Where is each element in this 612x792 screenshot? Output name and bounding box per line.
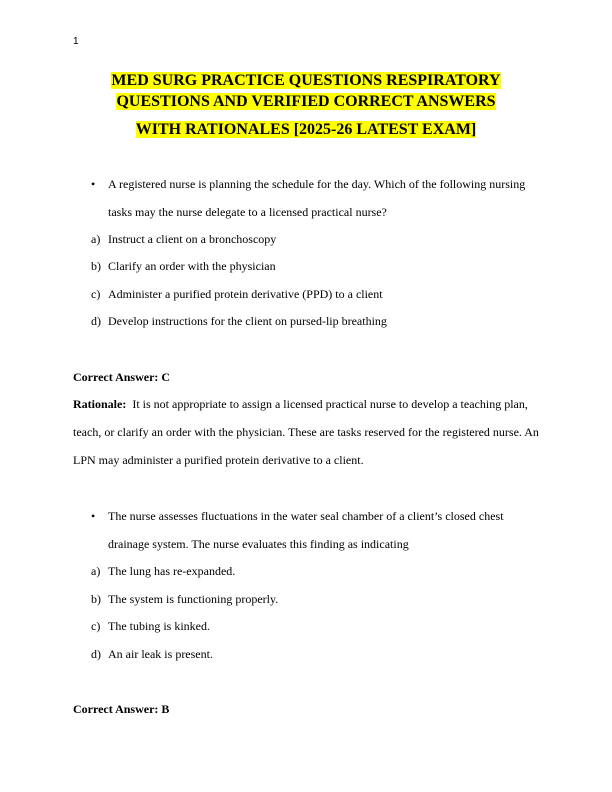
question-1-option-a: Instruct a client on a bronchoscopy xyxy=(108,232,277,246)
question-1-bullet: • xyxy=(91,177,96,191)
title-line-3-text: WITH RATIONALES [2025-26 LATEST EXAM] xyxy=(135,121,477,138)
title-line-2 xyxy=(0,93,612,111)
rationale-label: Rationale: xyxy=(73,397,127,411)
question-2-option-b: The system is functioning properly. xyxy=(108,592,279,606)
question-1-correct-answer: Correct Answer: C xyxy=(73,370,171,384)
question-2-option-c: The tubing is kinked. xyxy=(108,619,210,633)
question-2-option-c-letter: c) xyxy=(91,619,101,633)
question-1-option-c-letter: c) xyxy=(91,287,101,301)
question-1-rationale-line-3: LPN may administer a purified protein derivative to a client. xyxy=(73,453,364,467)
question-1-rationale-line-1 xyxy=(73,397,528,412)
question-1-option-d: Develop instructions for the client on pursed-lip breathing xyxy=(108,314,387,328)
question-1-option-a-letter: a) xyxy=(91,232,101,246)
question-2-option-b-letter: b) xyxy=(91,592,101,606)
question-1-rationale-line-2: teach, or clarify an order with the physician. These are tasks reserved for the registered nurse. An xyxy=(73,425,539,439)
title-line-1-text: MED SURG PRACTICE QUESTIONS RESPIRATORY xyxy=(111,72,501,89)
title-line-3 xyxy=(0,121,612,139)
page-number: 1 xyxy=(73,36,79,47)
question-2-correct-answer: Correct Answer: B xyxy=(73,702,170,716)
question-1-option-b-letter: b) xyxy=(91,259,101,273)
question-2-stem-line-2: drainage system. The nurse evaluates this finding as indicating xyxy=(108,537,409,551)
question-1-stem-line-1: A registered nurse is planning the schedule for the day. Which of the following nursing xyxy=(108,177,526,191)
title-line-2-text: QUESTIONS AND VERIFIED CORRECT ANSWERS xyxy=(116,93,496,110)
question-2-bullet: • xyxy=(91,509,96,523)
question-2-option-a-letter: a) xyxy=(91,564,101,578)
question-2-option-d-letter: d) xyxy=(91,647,101,661)
title-line-1 xyxy=(0,72,612,90)
question-2-stem-line-1: The nurse assesses fluctuations in the water seal chamber of a client’s closed chest xyxy=(108,509,504,523)
question-1-option-c: Administer a purified protein derivative (PPD) to a client xyxy=(108,287,383,301)
question-2-option-a: The lung has re-expanded. xyxy=(108,564,236,578)
question-2-option-d: An air leak is present. xyxy=(108,647,213,661)
rationale-text-1: It is not appropriate to assign a licensed practical nurse to develop a teaching plan, xyxy=(132,397,528,411)
question-1-option-b: Clarify an order with the physician xyxy=(108,259,276,273)
question-1-stem-line-2: tasks may the nurse delegate to a licensed practical nurse? xyxy=(108,205,387,219)
question-1-option-d-letter: d) xyxy=(91,314,101,328)
